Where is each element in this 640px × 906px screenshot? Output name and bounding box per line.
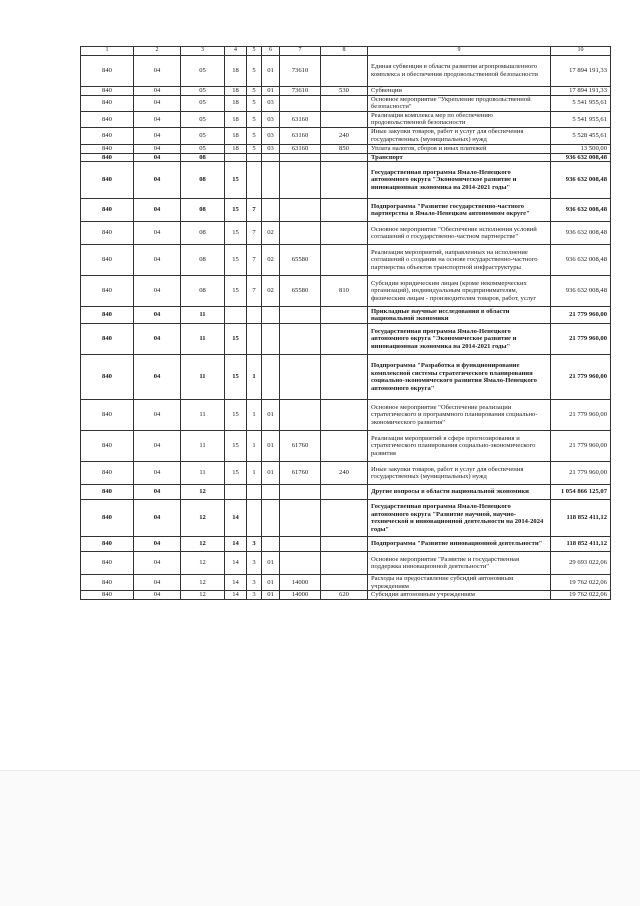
code-cell-c4 <box>225 485 247 500</box>
code-cell-c2: 04 <box>134 400 181 431</box>
code-cell-c7: 61760 <box>280 462 321 485</box>
amount-cell: 21 779 960,00 <box>551 462 611 485</box>
code-cell-c4: 18 <box>225 144 247 153</box>
code-cell-c8 <box>321 324 368 355</box>
amount-cell: 21 779 960,00 <box>551 355 611 400</box>
code-cell-c6: 03 <box>262 144 280 153</box>
code-cell-c6: 01 <box>262 87 280 96</box>
amount-cell: 936 632 008,48 <box>551 153 611 162</box>
code-cell-c4: 15 <box>225 222 247 245</box>
code-cell-c8 <box>321 245 368 276</box>
code-cell-c1: 840 <box>81 485 134 500</box>
item-name-cell: Подпрограмма "Развитие инновационной деятельности" <box>368 537 551 552</box>
code-cell-c6 <box>262 500 280 537</box>
code-cell-c8 <box>321 307 368 324</box>
code-cell-c3: 08 <box>181 222 225 245</box>
table-body <box>81 47 611 600</box>
code-cell-c5: 3 <box>247 552 262 575</box>
col-number: 2 <box>134 47 181 56</box>
code-cell-c6: 01 <box>262 431 280 462</box>
code-cell-c8 <box>321 56 368 87</box>
item-name-cell: Реализация мероприятий, направленных на исполнение соглашений о создании на основе государственно-частного партнерства объектов транспортной инфраструктуры <box>368 245 551 276</box>
code-cell-c4: 14 <box>225 591 247 600</box>
col-number: 9 <box>368 47 551 56</box>
col-number: 8 <box>321 47 368 56</box>
table-row <box>81 400 611 431</box>
code-cell-c7: 65580 <box>280 276 321 307</box>
table-row <box>81 537 611 552</box>
code-cell-c8 <box>321 575 368 591</box>
code-cell-c4: 18 <box>225 56 247 87</box>
code-cell-c7: 14000 <box>280 575 321 591</box>
code-cell-c7 <box>280 307 321 324</box>
code-cell-c3: 05 <box>181 111 225 127</box>
amount-cell: 1 054 866 125,07 <box>551 485 611 500</box>
item-name-cell: Другие вопросы в области национальной экономики <box>368 485 551 500</box>
code-cell-c4: 14 <box>225 537 247 552</box>
table-row <box>81 222 611 245</box>
code-cell-c8 <box>321 111 368 127</box>
code-cell-c3: 11 <box>181 324 225 355</box>
code-cell-c7: 63160 <box>280 127 321 144</box>
column-number-row <box>81 47 611 56</box>
code-cell-c1: 840 <box>81 87 134 96</box>
code-cell-c1: 840 <box>81 355 134 400</box>
code-cell-c2: 04 <box>134 153 181 162</box>
code-cell-c3: 12 <box>181 591 225 600</box>
table-row <box>81 552 611 575</box>
code-cell-c8 <box>321 95 368 111</box>
code-cell-c4 <box>225 153 247 162</box>
code-cell-c4: 15 <box>225 162 247 199</box>
code-cell-c1: 840 <box>81 127 134 144</box>
code-cell-c6 <box>262 537 280 552</box>
amount-cell: 5 541 955,61 <box>551 95 611 111</box>
code-cell-c8 <box>321 500 368 537</box>
code-cell-c7 <box>280 95 321 111</box>
code-cell-c5: 5 <box>247 95 262 111</box>
table-row <box>81 245 611 276</box>
code-cell-c8 <box>321 222 368 245</box>
amount-cell: 21 779 960,00 <box>551 324 611 355</box>
code-cell-c4: 15 <box>225 462 247 485</box>
table-row <box>81 153 611 162</box>
item-name-cell: Государственная программа Ямало-Ненецкого автономного округа "Экономическое развитие и инновационная экономика на 2014-2021 годы" <box>368 324 551 355</box>
code-cell-c5 <box>247 162 262 199</box>
code-cell-c4: 18 <box>225 87 247 96</box>
code-cell-c7 <box>280 153 321 162</box>
code-cell-c1: 840 <box>81 500 134 537</box>
code-cell-c7 <box>280 199 321 222</box>
code-cell-c1: 840 <box>81 537 134 552</box>
code-cell-c8 <box>321 485 368 500</box>
code-cell-c8 <box>321 199 368 222</box>
code-cell-c2: 04 <box>134 591 181 600</box>
item-name-cell: Основное мероприятие "Обеспечение реализации стратегического и программного планирования социально-экономического развития" <box>368 400 551 431</box>
amount-cell: 19 762 022,06 <box>551 575 611 591</box>
code-cell-c5: 1 <box>247 431 262 462</box>
code-cell-c4 <box>225 307 247 324</box>
code-cell-c2: 04 <box>134 162 181 199</box>
amount-cell: 936 632 008,48 <box>551 199 611 222</box>
amount-cell: 936 632 008,48 <box>551 162 611 199</box>
table-row <box>81 127 611 144</box>
code-cell-c5: 7 <box>247 222 262 245</box>
code-cell-c6 <box>262 199 280 222</box>
code-cell-c7: 61760 <box>280 431 321 462</box>
code-cell-c7 <box>280 222 321 245</box>
item-name-cell: Основное мероприятие "Обеспечение исполнения условий соглашений о государственно-частном партнерстве" <box>368 222 551 245</box>
code-cell-c2: 04 <box>134 575 181 591</box>
code-cell-c1: 840 <box>81 144 134 153</box>
code-cell-c1: 840 <box>81 324 134 355</box>
code-cell-c1: 840 <box>81 276 134 307</box>
code-cell-c6 <box>262 153 280 162</box>
code-cell-c7 <box>280 355 321 400</box>
code-cell-c6: 01 <box>262 591 280 600</box>
table-row <box>81 56 611 87</box>
item-name-cell: Основное мероприятие "Развитие и государственная поддержка инновационной деятельности" <box>368 552 551 575</box>
item-name-cell: Субсидии автономным учреждениям <box>368 591 551 600</box>
code-cell-c5: 7 <box>247 276 262 307</box>
code-cell-c2: 04 <box>134 56 181 87</box>
amount-cell: 21 779 960,00 <box>551 431 611 462</box>
code-cell-c2: 04 <box>134 245 181 276</box>
code-cell-c4: 14 <box>225 552 247 575</box>
code-cell-c3: 11 <box>181 355 225 400</box>
code-cell-c2: 04 <box>134 431 181 462</box>
code-cell-c3: 08 <box>181 199 225 222</box>
col-number: 7 <box>280 47 321 56</box>
code-cell-c7: 63160 <box>280 111 321 127</box>
col-number: 4 <box>225 47 247 56</box>
code-cell-c7: 73610 <box>280 56 321 87</box>
code-cell-c3: 05 <box>181 56 225 87</box>
code-cell-c8 <box>321 162 368 199</box>
amount-cell: 13 500,00 <box>551 144 611 153</box>
table-row <box>81 276 611 307</box>
code-cell-c6 <box>262 307 280 324</box>
table-row <box>81 95 611 111</box>
item-name-cell: Уплата налогов, сборов и иных платежей <box>368 144 551 153</box>
table-row <box>81 485 611 500</box>
code-cell-c3: 05 <box>181 127 225 144</box>
code-cell-c1: 840 <box>81 575 134 591</box>
code-cell-c2: 04 <box>134 537 181 552</box>
code-cell-c3: 05 <box>181 87 225 96</box>
code-cell-c7: 73610 <box>280 87 321 96</box>
code-cell-c4: 18 <box>225 95 247 111</box>
code-cell-c2: 04 <box>134 87 181 96</box>
code-cell-c6: 02 <box>262 276 280 307</box>
code-cell-c8: 810 <box>321 276 368 307</box>
code-cell-c5 <box>247 500 262 537</box>
code-cell-c2: 04 <box>134 500 181 537</box>
code-cell-c5 <box>247 324 262 355</box>
code-cell-c3: 12 <box>181 552 225 575</box>
code-cell-c5 <box>247 485 262 500</box>
code-cell-c5: 1 <box>247 462 262 485</box>
code-cell-c7: 14000 <box>280 591 321 600</box>
code-cell-c7: 65580 <box>280 245 321 276</box>
amount-cell: 936 632 008,48 <box>551 222 611 245</box>
amount-cell: 21 779 960,00 <box>551 307 611 324</box>
item-name-cell: Транспорт <box>368 153 551 162</box>
code-cell-c2: 04 <box>134 95 181 111</box>
item-name-cell: Основное мероприятие "Укрепление продовольственной безопасности" <box>368 95 551 111</box>
code-cell-c5 <box>247 153 262 162</box>
item-name-cell: Государственная программа Ямало-Ненецкого автономного округа "Развитие научной, научно-технической и инновационной деятельности на 2014-2024 годы" <box>368 500 551 537</box>
code-cell-c6: 02 <box>262 245 280 276</box>
code-cell-c5: 5 <box>247 87 262 96</box>
code-cell-c2: 04 <box>134 127 181 144</box>
code-cell-c7 <box>280 552 321 575</box>
code-cell-c8 <box>321 537 368 552</box>
code-cell-c5: 5 <box>247 111 262 127</box>
code-cell-c4: 18 <box>225 127 247 144</box>
amount-cell: 118 852 411,12 <box>551 500 611 537</box>
item-name-cell: Реализация комплекса мер по обеспечению продовольственной безопасности <box>368 111 551 127</box>
code-cell-c7 <box>280 400 321 431</box>
amount-cell: 17 894 191,33 <box>551 87 611 96</box>
amount-cell: 21 779 960,00 <box>551 400 611 431</box>
code-cell-c1: 840 <box>81 222 134 245</box>
code-cell-c3: 08 <box>181 162 225 199</box>
table-row <box>81 87 611 96</box>
table-row <box>81 144 611 153</box>
code-cell-c4: 14 <box>225 500 247 537</box>
col-number: 10 <box>551 47 611 56</box>
code-cell-c6: 01 <box>262 462 280 485</box>
code-cell-c5: 7 <box>247 199 262 222</box>
code-cell-c3: 05 <box>181 144 225 153</box>
col-number: 3 <box>181 47 225 56</box>
code-cell-c3: 05 <box>181 95 225 111</box>
code-cell-c3: 11 <box>181 400 225 431</box>
code-cell-c4: 18 <box>225 111 247 127</box>
code-cell-c3: 11 <box>181 462 225 485</box>
code-cell-c3: 08 <box>181 245 225 276</box>
item-name-cell: Субвенции <box>368 87 551 96</box>
code-cell-c8 <box>321 355 368 400</box>
code-cell-c6 <box>262 324 280 355</box>
code-cell-c8: 850 <box>321 144 368 153</box>
code-cell-c1: 840 <box>81 111 134 127</box>
code-cell-c2: 04 <box>134 307 181 324</box>
code-cell-c2: 04 <box>134 552 181 575</box>
col-number: 1 <box>81 47 134 56</box>
code-cell-c1: 840 <box>81 431 134 462</box>
code-cell-c1: 840 <box>81 307 134 324</box>
code-cell-c8 <box>321 153 368 162</box>
code-cell-c4: 15 <box>225 431 247 462</box>
code-cell-c4: 14 <box>225 575 247 591</box>
code-cell-c1: 840 <box>81 245 134 276</box>
code-cell-c5: 7 <box>247 245 262 276</box>
code-cell-c8 <box>321 552 368 575</box>
code-cell-c1: 840 <box>81 162 134 199</box>
code-cell-c6: 01 <box>262 56 280 87</box>
code-cell-c4: 15 <box>225 199 247 222</box>
code-cell-c6: 01 <box>262 400 280 431</box>
item-name-cell: Иные закупки товаров, работ и услуг для обеспечения государственных (муниципальных) нужд <box>368 127 551 144</box>
code-cell-c7: 63160 <box>280 144 321 153</box>
table-row <box>81 324 611 355</box>
table-row <box>81 591 611 600</box>
code-cell-c5: 3 <box>247 575 262 591</box>
code-cell-c5: 3 <box>247 537 262 552</box>
code-cell-c3: 08 <box>181 276 225 307</box>
amount-cell: 936 632 008,48 <box>551 276 611 307</box>
code-cell-c3: 08 <box>181 153 225 162</box>
item-name-cell: Подпрограмма "Разработка и функционирование комплексной системы стратегического планирования социально-экономического развития Ямало-Ненецкого автономного округа" <box>368 355 551 400</box>
code-cell-c4: 15 <box>225 245 247 276</box>
code-cell-c2: 04 <box>134 462 181 485</box>
code-cell-c1: 840 <box>81 199 134 222</box>
amount-cell: 19 762 022,06 <box>551 591 611 600</box>
code-cell-c5: 3 <box>247 591 262 600</box>
code-cell-c8: 240 <box>321 127 368 144</box>
item-name-cell: Прикладные научные исследования в области национальной экономики <box>368 307 551 324</box>
code-cell-c3: 12 <box>181 575 225 591</box>
code-cell-c2: 04 <box>134 276 181 307</box>
item-name-cell: Подпрограмма "Развитие государственно-частного партнерства в Ямало-Ненецком автономном округе" <box>368 199 551 222</box>
code-cell-c4: 15 <box>225 276 247 307</box>
col-number: 6 <box>262 47 280 56</box>
table-row <box>81 199 611 222</box>
code-cell-c6 <box>262 355 280 400</box>
amount-cell: 5 541 955,61 <box>551 111 611 127</box>
code-cell-c6: 02 <box>262 222 280 245</box>
item-name-cell: Иные закупки товаров, работ и услуг для обеспечения государственных (муниципальных) нужд <box>368 462 551 485</box>
item-name-cell: Субсидии юридическим лицам (кроме некоммерческих организаций), индивидуальным предпринимателям, физическим лицам - производителям товаров, работ, услуг <box>368 276 551 307</box>
code-cell-c6: 01 <box>262 575 280 591</box>
amount-cell: 936 632 008,48 <box>551 245 611 276</box>
code-cell-c3: 12 <box>181 485 225 500</box>
code-cell-c5 <box>247 307 262 324</box>
code-cell-c2: 04 <box>134 485 181 500</box>
code-cell-c5: 5 <box>247 144 262 153</box>
code-cell-c7 <box>280 485 321 500</box>
code-cell-c4: 15 <box>225 400 247 431</box>
code-cell-c4: 15 <box>225 355 247 400</box>
budget-table <box>80 46 611 600</box>
code-cell-c2: 04 <box>134 199 181 222</box>
table-row <box>81 162 611 199</box>
item-name-cell: Реализация мероприятий в сфере прогнозирования и стратегического планирования социально-экономического развития <box>368 431 551 462</box>
code-cell-c3: 11 <box>181 307 225 324</box>
table-row <box>81 111 611 127</box>
code-cell-c5: 1 <box>247 355 262 400</box>
table-row <box>81 500 611 537</box>
code-cell-c8: 240 <box>321 462 368 485</box>
blank-page-margin <box>0 770 640 906</box>
code-cell-c1: 840 <box>81 56 134 87</box>
code-cell-c5: 5 <box>247 127 262 144</box>
code-cell-c2: 04 <box>134 324 181 355</box>
code-cell-c7 <box>280 162 321 199</box>
table-row <box>81 431 611 462</box>
code-cell-c6: 01 <box>262 552 280 575</box>
code-cell-c6 <box>262 485 280 500</box>
table-row <box>81 575 611 591</box>
item-name-cell: Единая субвенция в области развития агропромышленного комплекса и обеспечения продовольственной безопасности <box>368 56 551 87</box>
code-cell-c4: 15 <box>225 324 247 355</box>
code-cell-c2: 04 <box>134 222 181 245</box>
code-cell-c1: 840 <box>81 462 134 485</box>
table-row <box>81 462 611 485</box>
code-cell-c5: 1 <box>247 400 262 431</box>
amount-cell: 118 852 411,12 <box>551 537 611 552</box>
code-cell-c2: 04 <box>134 111 181 127</box>
code-cell-c2: 04 <box>134 355 181 400</box>
amount-cell: 29 693 022,06 <box>551 552 611 575</box>
code-cell-c8: 620 <box>321 591 368 600</box>
code-cell-c1: 840 <box>81 153 134 162</box>
code-cell-c7 <box>280 537 321 552</box>
code-cell-c3: 12 <box>181 537 225 552</box>
code-cell-c3: 12 <box>181 500 225 537</box>
item-name-cell: Государственная программа Ямало-Ненецкого автономного округа "Экономическое развитие и инновационная экономика на 2014-2021 годы" <box>368 162 551 199</box>
code-cell-c8 <box>321 400 368 431</box>
code-cell-c7 <box>280 324 321 355</box>
amount-cell: 17 894 191,33 <box>551 56 611 87</box>
code-cell-c8: 530 <box>321 87 368 96</box>
code-cell-c6: 03 <box>262 95 280 111</box>
amount-cell: 5 528 455,61 <box>551 127 611 144</box>
col-number: 5 <box>247 47 262 56</box>
code-cell-c1: 840 <box>81 95 134 111</box>
code-cell-c6 <box>262 162 280 199</box>
code-cell-c6: 03 <box>262 111 280 127</box>
code-cell-c1: 840 <box>81 400 134 431</box>
code-cell-c6: 03 <box>262 127 280 144</box>
code-cell-c5: 5 <box>247 56 262 87</box>
code-cell-c1: 840 <box>81 552 134 575</box>
code-cell-c1: 840 <box>81 591 134 600</box>
code-cell-c3: 11 <box>181 431 225 462</box>
table-row <box>81 355 611 400</box>
table-row <box>81 307 611 324</box>
item-name-cell: Расходы на предоставление субсидий автономным учреждениям <box>368 575 551 591</box>
code-cell-c2: 04 <box>134 144 181 153</box>
code-cell-c8 <box>321 431 368 462</box>
code-cell-c7 <box>280 500 321 537</box>
